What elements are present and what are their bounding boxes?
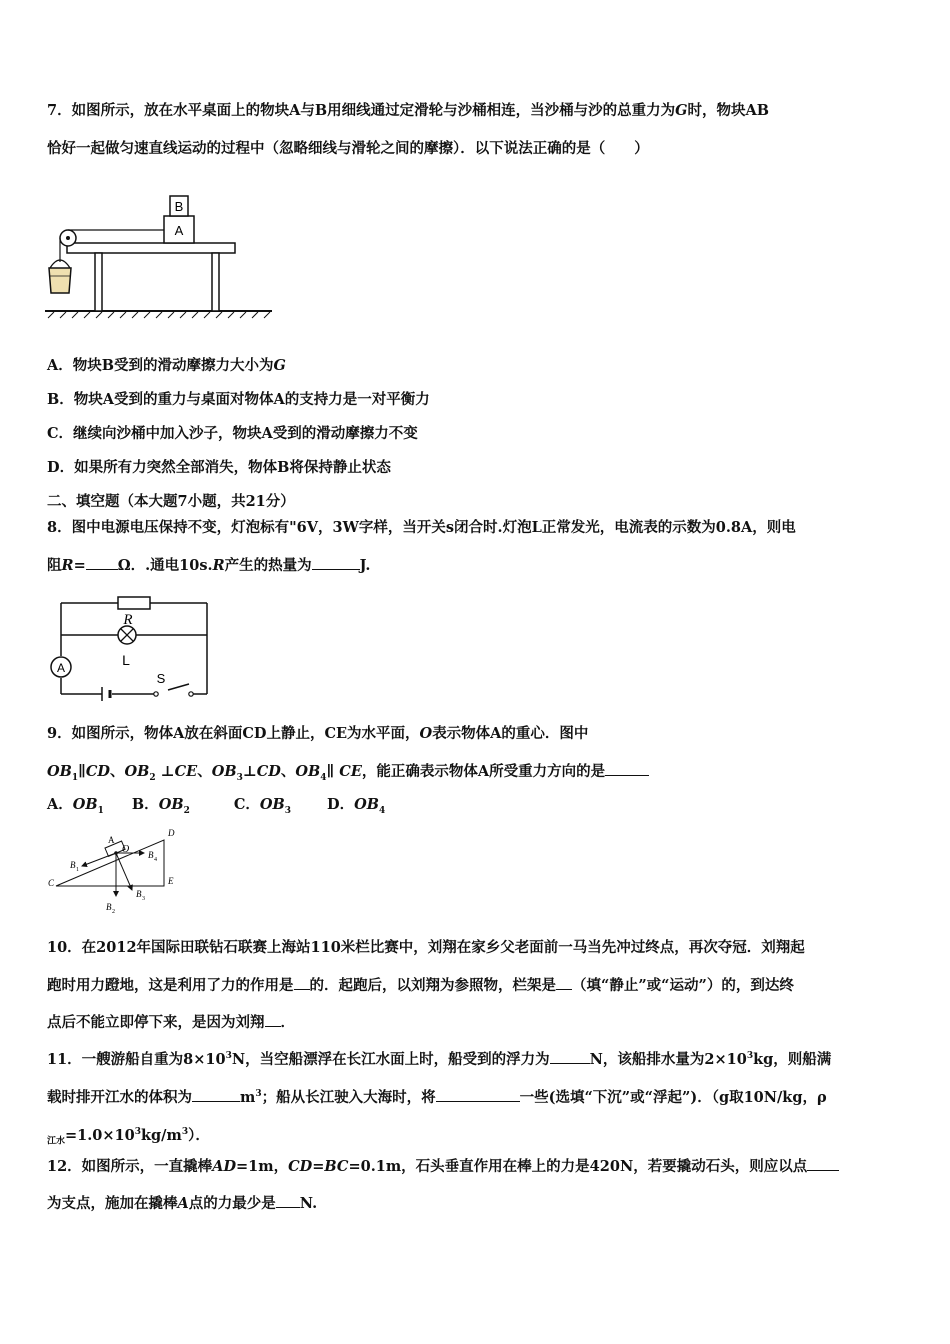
q9-blank-answer[interactable] <box>605 761 649 776</box>
q9-options <box>47 795 385 821</box>
svg-text:B: B <box>136 889 142 899</box>
svg-text:S: S <box>156 671 166 686</box>
q7-stem-line2: 恰好一起做匀速直线运动的过程中（忽略细线与滑轮之间的摩擦）．以下说法正确的是（ ） <box>47 140 649 157</box>
q11-blank-volume[interactable] <box>192 1087 240 1102</box>
q8-blank-resistance[interactable] <box>86 555 118 570</box>
q11-blank-buoyancy[interactable] <box>550 1049 590 1064</box>
q7-option-c: C．继续向沙桶中加入沙子，物块A受到的滑动摩擦力不变 <box>47 425 418 442</box>
q9-incline-figure <box>44 826 194 916</box>
svg-text:C: C <box>48 878 55 888</box>
svg-text:B: B <box>148 850 154 860</box>
q12-blank-force[interactable] <box>276 1193 300 1208</box>
q11-line1: 11．一艘游船自重为$8\times 10^3N$，当空船漂浮在长江水面上时，船受到的浮力为 N，该船排水量为$2\times 10^3kg$，则船满 <box>47 1050 832 1068</box>
q9-option-a: A．$OB_1$ <box>47 796 104 816</box>
svg-text:D: D <box>168 828 175 838</box>
q10-blank-1[interactable] <box>294 975 310 990</box>
q11-blank-float[interactable] <box>436 1087 520 1102</box>
svg-text:4: 4 <box>154 857 157 863</box>
q9-option-c: C．$OB_3$ <box>233 796 292 816</box>
q8-blank-heat[interactable] <box>312 555 360 570</box>
svg-text:A: A <box>56 661 66 675</box>
svg-text:A: A <box>174 223 184 238</box>
q9-option-b: B．$OB_2$ <box>131 796 190 816</box>
q7-pulley-figure <box>40 190 280 320</box>
svg-text:O: O <box>122 844 130 855</box>
q7-option-b: B．物块A受到的重力与桌面对物体A的支持力是一对平衡力 <box>47 391 430 408</box>
q10-line2: 跑时用力蹬地，这是利用了力的作用是 的．起跑后，以刘翔为参照物，栏架是 （填“静止”或“运动”）的，到达终 <box>47 977 794 994</box>
q9-stem-line2: $OB_1\parallel CD$、$OB_2$ ⊥CE、$OB_3\perp CD$、$OB_4\parallel$ CE，能正确表示物体A所受重力方向的是 <box>47 761 649 788</box>
q10-blank-2[interactable] <box>556 975 572 990</box>
q7-stem-line1: 7．如图所示，放在水平桌面上的物块A与B用细线通过定滑轮与沙桶相连，当沙桶与沙的总重力为G时，物块AB <box>47 102 769 119</box>
svg-text:B: B <box>174 199 184 214</box>
svg-text:2: 2 <box>112 909 115 915</box>
q8-stem-line1: 8．图中电源电压保持不变，灯泡标有"6V，3W字样，当开关s闭合时.灯泡L正常发光，电流表的示数为0.8A，则电 <box>47 519 796 536</box>
q7-option-a: A．物块B受到的滑动摩擦力大小为G <box>47 357 286 374</box>
svg-text:A: A <box>108 835 115 845</box>
svg-text:R: R <box>123 612 133 628</box>
q8-stem-line2: 阻R= Ω．.通电10s.R产生的热量为 J. <box>47 557 371 574</box>
svg-text:E: E <box>168 876 174 886</box>
q10-blank-3[interactable] <box>265 1012 281 1027</box>
svg-text:B: B <box>106 902 112 912</box>
q10-line1: 10．在2012年国际田联钻石联赛上海站110米栏比赛中，刘翔在家乡父老面前一马当先冲过终点，再次夺冠．刘翔起 <box>47 939 805 956</box>
svg-text:L: L <box>122 652 130 668</box>
svg-text:1: 1 <box>76 867 79 873</box>
q11-line3: $_{江水}=1.0\times 10^3kg/m^3$）． <box>47 1126 210 1147</box>
svg-text:3: 3 <box>142 896 145 902</box>
q12-line1: 12．如图所示，一直撬棒AD=1m，CD=BC=0.1m，石头垂直作用在棒上的力是420N，若要撬动石头，则应以点 <box>47 1156 839 1177</box>
svg-text:B: B <box>70 860 76 870</box>
q9-option-d: D．$OB_4$ <box>327 796 386 816</box>
q12-line2: 为支点，施加在撬棒A点的力最少是 N. <box>47 1195 318 1212</box>
q7-option-d: D．如果所有力突然全部消失，物体B将保持静止状态 <box>47 459 391 476</box>
q12-blank-fulcrum[interactable] <box>807 1156 839 1171</box>
q8-circuit-figure <box>44 592 214 702</box>
section-2-heading: 二、填空题（本大题7小题，共21分） <box>47 493 295 510</box>
q9-stem-line1: 9．如图所示，物体A放在斜面CD上静止，CE为水平面，O表示物体A的重心．图中 <box>47 725 589 742</box>
q11-line2: 载时排开江水的体积为 $m^3$；船从长江驶入大海时，将 一些(选填“下沉”或“浮起”)．（g取10N/kg，ρ <box>47 1088 827 1106</box>
q10-line3: 点后不能立即停下来，是因为刘翔 ． <box>47 1014 295 1031</box>
